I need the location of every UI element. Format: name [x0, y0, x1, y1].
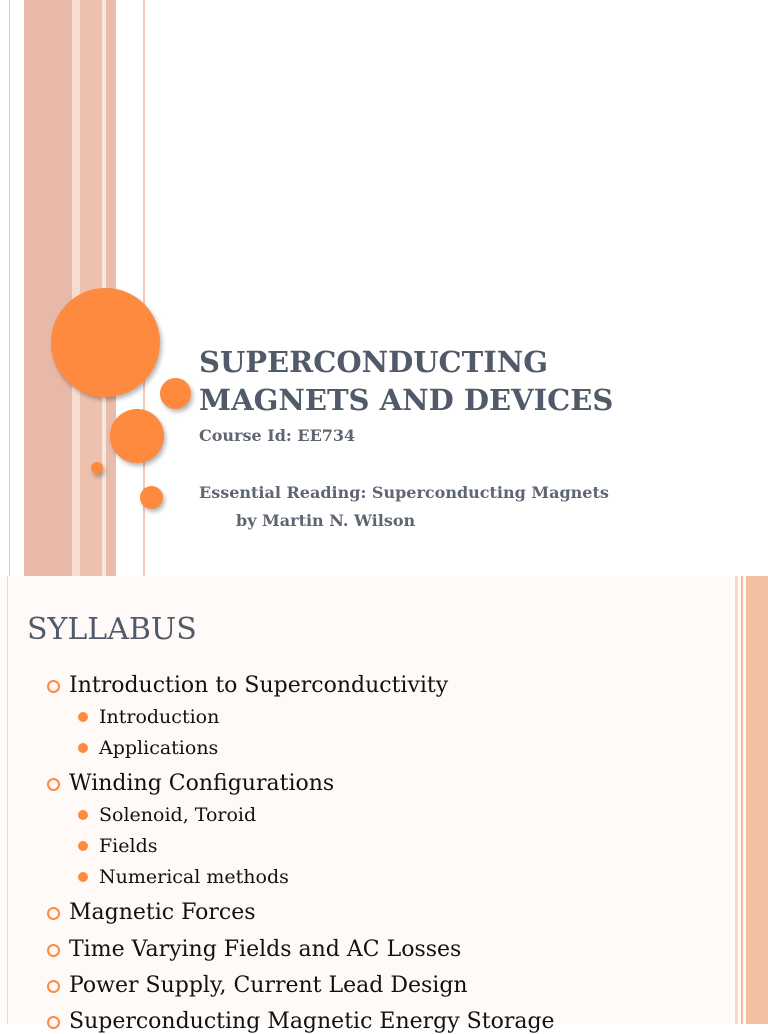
syllabus-subitem: Numerical methods — [99, 866, 289, 888]
syllabus-item: Winding Configurations — [69, 771, 335, 796]
reading-author: by Martin N. Wilson — [236, 511, 416, 530]
syllabus-item: Introduction to Superconductivity — [69, 673, 449, 698]
essential-reading: Essential Reading: Superconducting Magnets — [199, 483, 609, 502]
decor-stripe — [735, 576, 738, 1024]
decor-stripe — [24, 0, 72, 576]
decor-circle — [140, 486, 163, 509]
syllabus-title: SYLLABUS — [27, 612, 197, 647]
syllabus-item: Magnetic Forces — [69, 900, 256, 925]
decor-stripe — [741, 576, 743, 1024]
title-line-1: SUPERCONDUCTING — [199, 345, 549, 379]
decor-stripe — [9, 0, 10, 576]
title-line-2: MAGNETS AND DEVICES — [199, 383, 614, 417]
decor-circle — [160, 378, 191, 409]
syllabus-item: Power Supply, Current Lead Design — [69, 973, 468, 998]
decor-stripe — [72, 0, 80, 576]
syllabus-subitem: Applications — [99, 737, 219, 759]
syllabus-subitem: Fields — [99, 835, 158, 857]
syllabus-item: Superconducting Magnetic Energy Storage — [69, 1009, 555, 1034]
syllabus-subitem: Introduction — [99, 706, 220, 728]
syllabus-item: Time Varying Fields and AC Losses — [69, 937, 462, 962]
syllabus-subitem: Solenoid, Toroid — [99, 804, 257, 826]
course-id: Course Id: EE734 — [199, 426, 356, 445]
decor-circle-small — [91, 462, 103, 474]
decor-stripe — [746, 576, 768, 1024]
slide-title — [199, 343, 613, 419]
decor-circle-large — [51, 288, 160, 397]
decor-stripe — [7, 576, 8, 1024]
decor-circle — [110, 409, 164, 463]
